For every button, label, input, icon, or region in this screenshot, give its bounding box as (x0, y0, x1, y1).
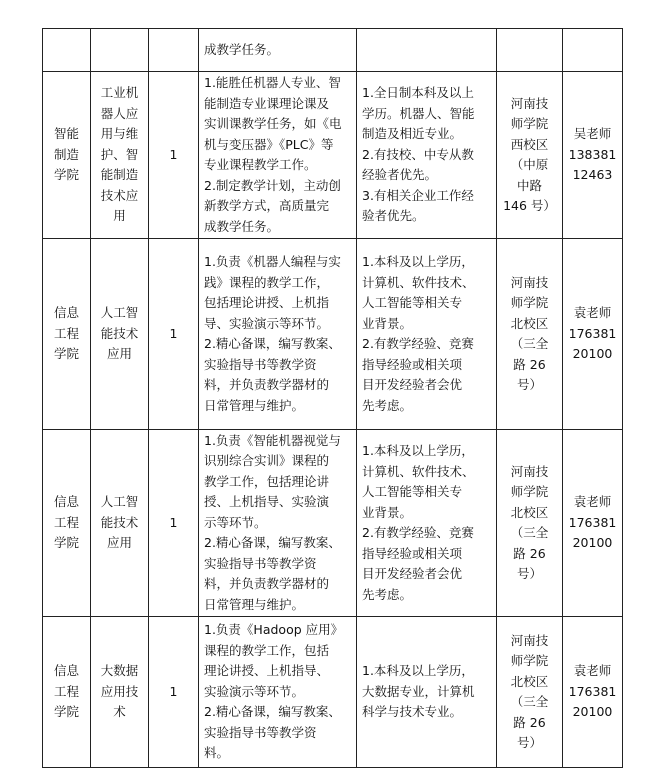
cell-line: 工程 (53, 514, 79, 530)
cell-line: 用 (113, 208, 126, 224)
table-row (43, 29, 623, 72)
headcount-cell: 1 (149, 72, 199, 239)
cell-line: 袁老师 (573, 663, 612, 679)
cell-line: 师学院 (510, 116, 549, 131)
cell-line: 目开发经验者会优 (362, 566, 463, 581)
cell-line: 号） (516, 566, 542, 581)
major-cell (91, 617, 149, 768)
cell-line: 1.全日制本科及以上 (362, 85, 474, 101)
requirements-cell (357, 239, 497, 430)
cell-line: 袁老师 (573, 305, 612, 321)
cell-line: 应用 (106, 535, 132, 551)
cell-line: 路 26 (513, 714, 546, 730)
department-cell (43, 72, 91, 239)
cell-line: 路 26 (513, 356, 546, 372)
major-cell (91, 430, 149, 617)
requirements-cell (357, 72, 497, 239)
cell-line: 业背景。 (362, 315, 413, 331)
cell-line: 1.本科及以上学历， (362, 443, 474, 458)
cell-line: 1.本科及以上学历， (362, 663, 474, 679)
cell-line: 实验指导书等教学资 (204, 555, 317, 571)
cell-line: 验者优先。 (362, 208, 425, 224)
cell-line: 指导经验或相关项 (362, 545, 463, 561)
cell-line: 示等环节。 (204, 514, 267, 530)
cell-line: 学院 (53, 535, 79, 551)
requirements-cell (357, 617, 497, 768)
cell-line: 号） (516, 735, 542, 750)
cell-line: 科学与技术专业。 (362, 704, 463, 720)
cell-line: 能制造专业课理论课及 (204, 95, 330, 111)
cell-line: 信息 (53, 663, 79, 679)
headcount-cell: 1 (149, 430, 199, 617)
major-cell (91, 239, 149, 430)
duties-cell (199, 29, 357, 72)
cell-line: 导、实验演示等环节。 (204, 315, 330, 331)
cell-line: 术 (113, 704, 126, 720)
cell-line: 吴老师 (573, 126, 612, 142)
cell-line: （三全 (510, 336, 549, 351)
cell-line: 2.制定教学计划，主动创 (204, 177, 341, 193)
department-cell (43, 617, 91, 768)
cell-line: 1.负责《Hadoop 应用》 (204, 622, 344, 638)
cell-line: 计算机、软件技术、 (362, 274, 475, 290)
cell-line: （中原 (510, 157, 549, 172)
cell-line: 工程 (53, 683, 79, 699)
cell-line: （三全 (510, 694, 549, 709)
cell-line: 技术应 (100, 187, 139, 203)
cell-line: 20100 (572, 535, 613, 551)
cell-line: 河南技 (510, 632, 549, 648)
cell-line: 料，并负责教学器材的 (204, 576, 330, 592)
contact-cell (563, 617, 623, 768)
duties-cell (199, 72, 357, 239)
cell-line: 制造 (53, 146, 79, 162)
cell-line: 能技术 (100, 514, 139, 530)
department-cell (43, 29, 91, 72)
cell-line: 成教学任务。 (204, 218, 280, 234)
cell-line: 大数据专业，计算机 (362, 683, 475, 699)
cell-line: 制造及相近专业。 (362, 126, 463, 142)
major-cell (91, 29, 149, 72)
cell-line: 师学院 (510, 484, 549, 499)
recruitment-table (42, 28, 623, 768)
cell-line: 教学工作，包括理论讲 (204, 473, 330, 489)
cell-line: 日常管理与维护。 (204, 397, 305, 413)
duties-cell (199, 430, 357, 617)
requirements-cell (357, 430, 497, 617)
cell-line: 应用技 (100, 683, 139, 699)
cell-line: 学历。机器人、智能 (362, 105, 475, 121)
cell-line: 料。 (204, 745, 230, 761)
contact-cell (563, 72, 623, 239)
cell-line: 146 号） (503, 198, 556, 213)
cell-line: 1.负责《机器人编程与实 (204, 254, 341, 269)
cell-line: 包括理论讲授、上机指 (204, 295, 330, 310)
cell-line: 176381 (568, 325, 617, 341)
cell-line: 师学院 (510, 653, 549, 668)
cell-line: （三全 (510, 525, 549, 540)
table-body (43, 29, 623, 768)
cell-line: 路 26 (513, 545, 546, 561)
cell-line: 工程 (53, 325, 79, 341)
cell-line: 能制造 (100, 167, 139, 183)
cell-line: 3.有相关企业工作经 (362, 187, 474, 203)
cell-line: 先考虑。 (362, 397, 413, 413)
cell-line: 2.精心备课，编写教案、 (204, 535, 341, 551)
cell-line: 机与变压器》《PLC》等 (204, 136, 334, 152)
cell-line: 北校区 (510, 504, 549, 520)
table-row (43, 430, 623, 617)
cell-line: 138381 (568, 146, 617, 162)
cell-line: 器人应 (100, 105, 139, 121)
cell-line: 智能 (53, 126, 79, 142)
duties-cell (199, 617, 357, 768)
cell-line: 大数据 (100, 663, 139, 679)
cell-line: 2.精心备课，编写教案、 (204, 336, 341, 351)
cell-line: 北校区 (510, 673, 549, 689)
cell-line: 课程的教学工作，包括 (204, 642, 330, 658)
cell-line: 20100 (572, 346, 613, 362)
cell-line: 指导经验或相关项 (362, 356, 463, 372)
cell-line: 12463 (572, 167, 613, 183)
cell-line: 学院 (53, 704, 79, 720)
cell-line: 2.有教学经验、竞赛 (362, 336, 474, 351)
cell-line: 人工智能等相关专 (362, 295, 463, 310)
headcount-cell: 1 (149, 239, 199, 430)
cell-line: 1.能胜任机器人专业、智 (204, 75, 341, 90)
cell-line: 先考虑。 (362, 586, 413, 602)
cell-line: 1.负责《智能机器视觉与 (204, 432, 341, 448)
cell-line: 理论讲授、上机指导、 (204, 663, 330, 679)
cell-line: 北校区 (510, 315, 549, 331)
contact-cell (563, 430, 623, 617)
cell-line: 用与维 (100, 126, 139, 142)
cell-line: 目开发经验者会优 (362, 377, 463, 392)
cell-line: 计算机、软件技术、 (362, 463, 475, 479)
cell-line: 信息 (53, 305, 79, 321)
cell-line: 护、智 (100, 146, 139, 162)
cell-line: 能技术 (100, 325, 139, 341)
cell-line: 专业课程教学工作。 (204, 157, 317, 172)
table-row (43, 239, 623, 430)
cell-line: 1.本科及以上学历， (362, 254, 474, 269)
requirements-cell (357, 29, 497, 72)
cell-line: 实验演示等环节。 (204, 683, 305, 699)
cell-line: 信息 (53, 494, 79, 510)
cell-line: 师学院 (510, 295, 549, 310)
location-cell (497, 72, 563, 239)
location-cell (497, 29, 563, 72)
cell-line: 20100 (572, 704, 613, 720)
cell-line: 西校区 (510, 136, 549, 152)
contact-cell (563, 239, 623, 430)
cell-line: 河南技 (510, 274, 549, 290)
table-row (43, 617, 623, 768)
cell-line: 人工智 (100, 494, 139, 510)
cell-line: 成教学任务。 (204, 41, 280, 57)
cell-line: 业背景。 (362, 504, 413, 520)
cell-line: 2.有教学经验、竞赛 (362, 525, 474, 540)
cell-line: 2.精心备课，编写教案、 (204, 704, 341, 720)
cell-line: 经验者优先。 (362, 167, 438, 183)
cell-line: 日常管理与维护。 (204, 596, 305, 612)
department-cell (43, 430, 91, 617)
cell-line: 人工智 (100, 305, 139, 321)
cell-line: 识别综合实训》课程的 (204, 453, 330, 469)
contact-cell (563, 29, 623, 72)
headcount-cell: 1 (149, 617, 199, 768)
cell-line: 人工智能等相关专 (362, 484, 463, 499)
table-row (43, 72, 623, 239)
cell-line: 料，并负责教学器材的 (204, 377, 330, 392)
department-cell (43, 239, 91, 430)
cell-line: 河南技 (510, 463, 549, 479)
cell-line: 176381 (568, 683, 617, 699)
cell-line: 2.有技校、中专从教 (362, 146, 474, 162)
cell-line: 号） (516, 377, 542, 392)
cell-line: 实验指导书等教学资 (204, 356, 317, 372)
cell-line: 实验指导书等教学资 (204, 724, 317, 740)
duties-cell (199, 239, 357, 430)
location-cell (497, 430, 563, 617)
cell-line: 袁老师 (573, 494, 612, 510)
major-cell (91, 72, 149, 239)
cell-line: 践》课程的教学工作， (204, 274, 330, 290)
location-cell (497, 239, 563, 430)
cell-line: 应用 (106, 346, 132, 362)
cell-line: 学院 (53, 167, 79, 183)
cell-line: 实训课教学任务，如《电 (204, 116, 342, 131)
headcount-cell (149, 29, 199, 72)
cell-line: 河南技 (510, 95, 549, 111)
cell-line: 授、上机指导、实验演 (204, 494, 330, 510)
cell-line: 176381 (568, 514, 617, 530)
cell-line: 工业机 (100, 85, 139, 101)
cell-line: 学院 (53, 346, 79, 362)
cell-line: 中路 (516, 177, 542, 193)
cell-line: 新教学方式，高质量完 (204, 198, 330, 213)
location-cell (497, 617, 563, 768)
